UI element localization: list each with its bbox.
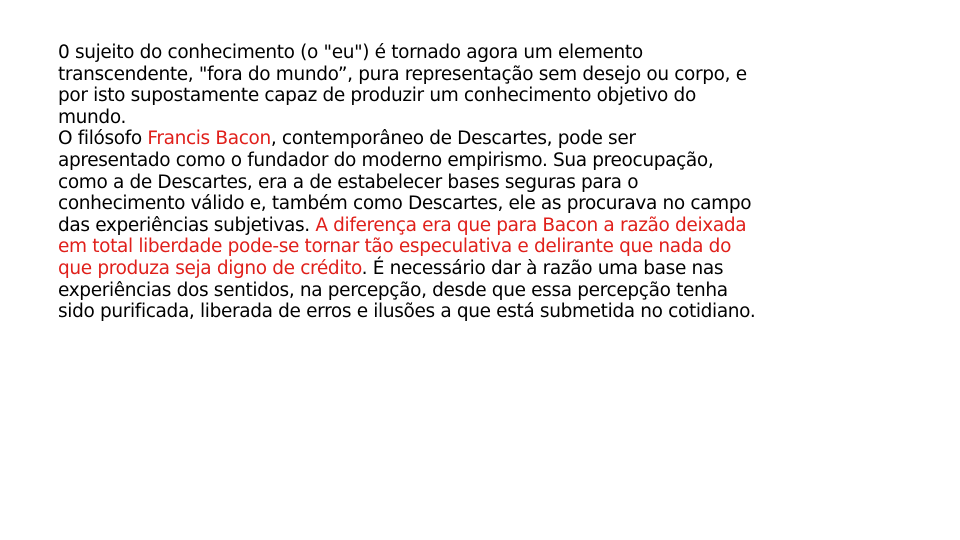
body-text: [58, 42, 888, 323]
paragraph2-line-1-rest: , contemporâneo de Descartes, pode ser: [270, 128, 636, 150]
paragraph2-line-3: como a de Descartes, era a de estabelecer bases seguras para o: [58, 171, 639, 193]
paragraph2-line-2: apresentado como o fundador do moderno empirismo. Sua preocupação,: [58, 149, 714, 171]
paragraph1-line-4: mundo.: [58, 106, 126, 128]
paragraph2-line-8: experiências dos sentidos, na percepção, desde que essa percepção tenha: [58, 279, 728, 301]
paragraph1-line-1: 0 sujeito do conhecimento (o "eu") é tornado agora um elemento: [58, 42, 643, 63]
paragraph2-line-1-text: O filósofo: [58, 128, 148, 150]
paragraph2-line-5: [58, 215, 888, 237]
highlight-francis-bacon: Francis Bacon: [147, 128, 271, 150]
paragraph2-line-1: [58, 128, 888, 150]
paragraph2-line-5-text: das experiências subjetivas.: [58, 214, 316, 236]
paragraph2-line-6: em total liberdade pode-se tornar tão especulativa e delirante que nada do: [58, 236, 732, 258]
paragraph2-line-4: conhecimento válido e, também como Descartes, ele as procurava no campo: [58, 193, 752, 215]
highlight-diferenca: A diferença era que para Bacon a razão deixada: [315, 214, 747, 236]
paragraph1-line-3: por isto supostamente capaz de produzir um conhecimento objetivo do: [58, 85, 696, 107]
paragraph2-line-9: sido purificada, liberada de erros e ilusões a que está submetida no cotidiano.: [58, 301, 756, 323]
paragraph1-line-2: transcendente, "fora do mundo”, pura representação sem desejo ou corpo, e: [58, 63, 747, 85]
paragraph2-line-7-rest: . É necessário dar à razão uma base nas: [361, 257, 724, 279]
highlight-credito: que produza seja digno de crédito: [58, 257, 362, 279]
paragraph2-line-7: [58, 258, 888, 280]
